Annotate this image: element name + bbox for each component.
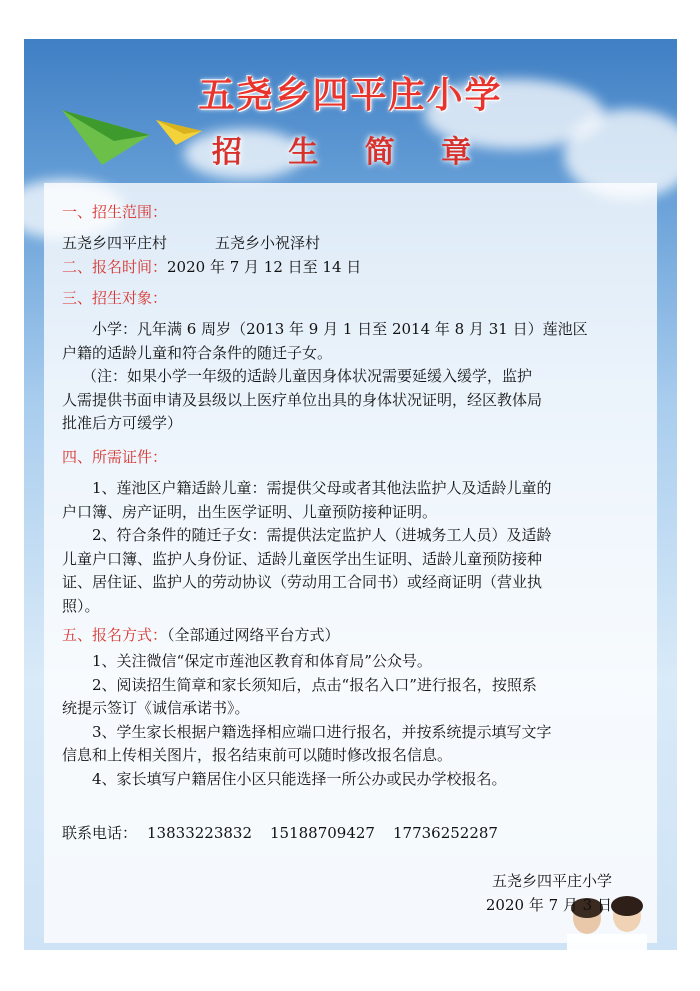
- text-line: 证、居住证、监护人的劳动协议（劳动用工合同书）或经商证明（营业执: [62, 573, 543, 591]
- text-line: 2、阅读招生简章和家长须知后，点击“报名入口”进行报名，按照系: [92, 675, 537, 694]
- documents-paragraph: [62, 477, 612, 618]
- phone-number: 15188709427: [270, 824, 375, 842]
- school-title: 五尧乡四平庄小学: [198, 75, 503, 116]
- scope-villages: [62, 232, 320, 253]
- text-line: 1、莲池区户籍适龄儿童：需提供父母或者其他法监护人及适龄儿童的: [92, 479, 552, 497]
- signature-date: 2020 年 7 月 3 日: [485, 896, 612, 914]
- section-heading-time: 二、报名时间：: [62, 258, 168, 276]
- phone-number: 17736252287: [392, 824, 498, 842]
- text-line: 户口簿、房产证明，出生医学证明、儿童预防接种证明。: [62, 502, 438, 521]
- registration-method: [62, 624, 340, 645]
- text-line: 儿童户口簿、监护人身份证、适龄儿童医学出生证明、适龄儿童预防接种: [62, 549, 543, 568]
- text-line: 2、符合条件的随迁子女：需提供法定监护人（进城务工人员）及适龄: [92, 526, 552, 544]
- contact-label: 联系电话：: [62, 824, 138, 842]
- text-line: 批准后方可缓学）: [62, 414, 183, 432]
- contact-phones: [62, 822, 498, 843]
- text-line: 照）。: [62, 596, 100, 615]
- registration-time-value: 2020 年 7 月 12 日至 14 日: [167, 258, 362, 276]
- village-siping: 五尧乡四平庄村: [62, 234, 168, 252]
- text-line: 小学：凡年满 6 周岁（2013 年 9 月 1 日至 2014 年 8 月 31 日）莲池区: [92, 320, 588, 338]
- section-heading-scope: 一、招生范围：: [62, 203, 168, 221]
- section-heading-method: 五、报名方式：: [62, 626, 168, 644]
- text-line: （注：如果小学一年级的适龄儿童因身体状况需要延缓入缓学，监护: [82, 367, 533, 385]
- text-line: 户籍的适龄儿童和符合条件的随迁子女。: [62, 343, 333, 362]
- text-line: 1、关注微信“保定市莲池区教育和体育局”公众号。: [92, 652, 432, 670]
- text-line: 3、学生家长根据户籍选择相应端口进行报名，并按系统提示填写文字: [92, 722, 552, 741]
- method-note: （全部通过网络平台方式）: [167, 626, 340, 644]
- section-heading-documents: 四、所需证件：: [62, 448, 168, 466]
- page-subtitle: 招 生 简 章: [211, 135, 490, 170]
- text-line: 4、家长填写户籍居住小区只能选择一所公办或民办学校报名。: [92, 769, 507, 788]
- text-line: 信息和上传相关图片，报名结束前可以随时修改报名信息。: [62, 746, 453, 764]
- village-xiaozhuze: 五尧乡小祝泽村: [215, 234, 321, 252]
- target-paragraph: [62, 318, 612, 436]
- phone-number: 13833223832: [147, 824, 252, 842]
- text-line: 统提示签订《诚信承诺书》。: [62, 699, 250, 717]
- registration-time: [62, 256, 361, 277]
- section-heading-target: 三、招生对象：: [62, 289, 168, 307]
- text-line: 人需提供书面申请及县级以上医疗单位出具的身体状况证明，经区教体局: [62, 390, 543, 409]
- signature-school: 五尧乡四平庄小学: [491, 872, 612, 890]
- method-paragraph: [62, 650, 612, 791]
